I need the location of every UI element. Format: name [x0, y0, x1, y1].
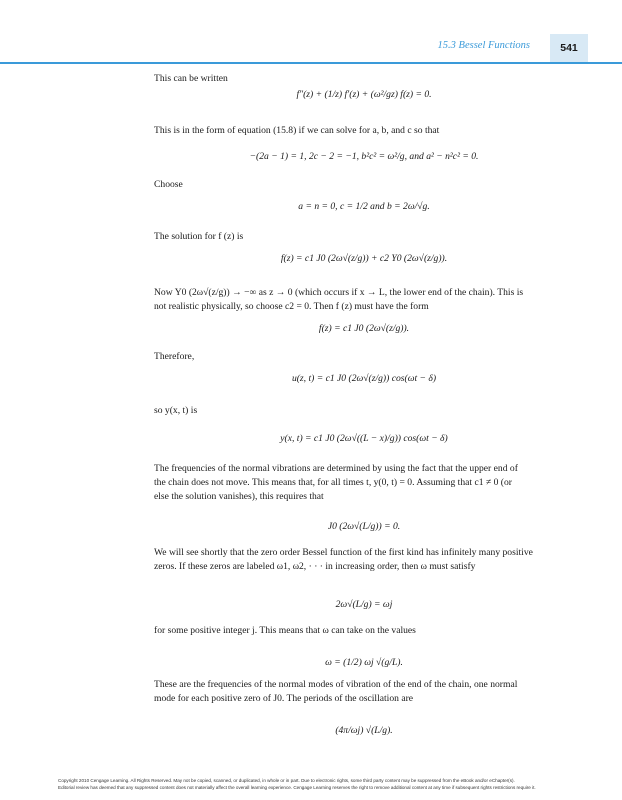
paragraph: We will see shortly that the zero order Bessel function of the first kind has infinitely many positive: [154, 547, 533, 558]
paragraph: Now Y0 (2ω√(z/g)) → −∞ as z → 0 (which occurs if x → L, the lower end of the chain). This is: [154, 287, 524, 298]
paragraph: Therefore,: [154, 351, 195, 362]
paragraph: zeros. If these zeros are labeled ω1, ω2, · · · in increasing order, then ω must satisfy: [154, 561, 476, 572]
section-title: 15.3 Bessel Functions: [437, 40, 530, 51]
paragraph: so y(x, t) is: [154, 405, 198, 416]
equation: f″(z) + (1/z) f′(z) + (ω²/gz) f(z) = 0.: [296, 89, 432, 100]
paragraph: These are the frequencies of the normal modes of vibration of the end of the chain, one normal: [154, 679, 518, 690]
paragraph: the chain does not move. This means that, for all times t, y(0, t) = 0. Assuming that c1 ≠ 0 (or: [154, 477, 512, 488]
copyright-footer: Editorial review has deemed that any suppressed content does not materially affect the overall learning experience. Cengage Learning reserves the right to remove additional content at any time if subsequent rights restrictions require it.: [58, 785, 536, 790]
equation: a = n = 0, c = 1/2 and b = 2ω/√g.: [298, 201, 430, 212]
paragraph: The solution for f (z) is: [154, 231, 244, 242]
equation: ω = (1/2) ωj √(g/L).: [325, 657, 403, 668]
paragraph: Choose: [154, 179, 183, 190]
equation: f(z) = c1 J0 (2ω√(z/g)).: [318, 323, 410, 334]
equation: y(x, t) = c1 J0 (2ω√((L − x)/g)) cos(ωt − δ): [280, 433, 448, 444]
paragraph: This is in the form of equation (15.8) if we can solve for a, b, and c so that: [154, 125, 440, 136]
paragraph: for some positive integer j. This means that ω can take on the values: [154, 625, 416, 636]
equation: (4π/ωj) √(L/g).: [335, 725, 393, 736]
equation: 2ω√(L/g) = ωj: [335, 599, 393, 610]
equation: u(z, t) = c1 J0 (2ω√(z/g)) cos(ωt − δ): [291, 373, 437, 384]
page-number-box: [550, 34, 588, 62]
paragraph: This can be written: [154, 73, 228, 84]
paragraph: The frequencies of the normal vibrations are determined by using the fact that the upper end of: [154, 463, 518, 474]
header-rule: [0, 62, 622, 64]
paragraph: mode for each positive zero of J0. The periods of the oscillation are: [154, 693, 414, 704]
equation: J0 (2ω√(L/g)) = 0.: [327, 521, 401, 532]
equation: f(z) = c1 J0 (2ω√(z/g)) + c2 Y0 (2ω√(z/g)).: [280, 253, 448, 264]
paragraph: else the solution vanishes), this requires that: [154, 491, 324, 502]
paragraph: not realistic physically, so choose c2 = 0. Then f (z) must have the form: [154, 301, 429, 312]
equation: −(2a − 1) = 1, 2c − 2 = −1, b²c² = ω²/g, and a² − n²c² = 0.: [249, 151, 479, 162]
copyright-footer: Copyright 2010 Cengage Learning. All Rights Reserved. May not be copied, scanned, or duplicated, in whole or in part. Due to electronic rights, some third party content may be suppressed from the eBook and/or eChapter(s).: [58, 778, 515, 783]
page-number: 541: [560, 42, 578, 54]
